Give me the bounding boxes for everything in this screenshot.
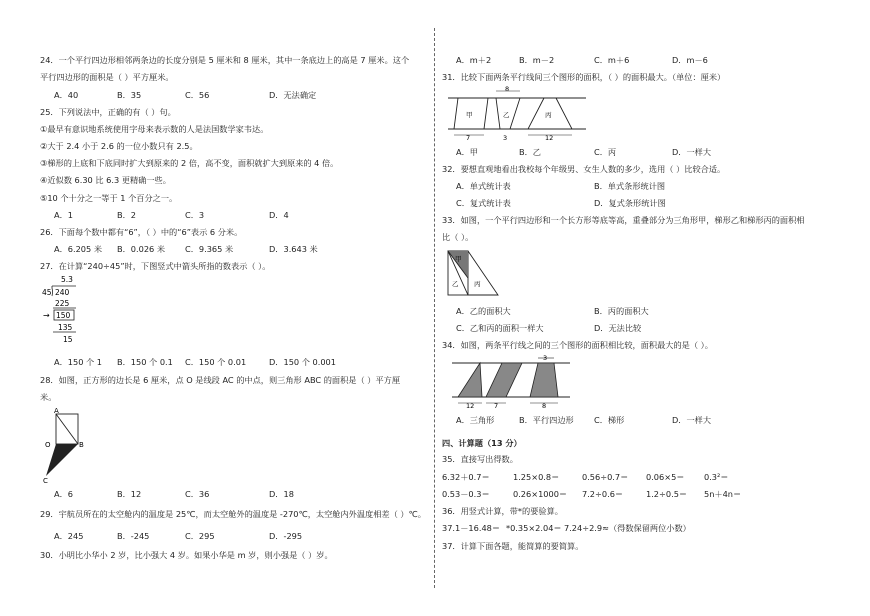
- q30-stem: 30．小明比小华小 2 岁，比小强大 4 岁。如果小华是 m 岁，则小强是（ ）岁。: [40, 550, 333, 560]
- q35-r2-c3: 7.2÷0.6＝: [582, 489, 624, 499]
- q29-option-c[interactable]: C．295: [185, 531, 215, 541]
- q25-item-2: ②大于 2.4 小于 2.6 的一位小数只有 2.5。: [40, 141, 198, 151]
- q27-divisor: 45: [42, 288, 52, 297]
- q29-option-a[interactable]: A．245: [54, 531, 84, 541]
- q25-stem: 25．下列说法中，正确的有（ ）句。: [40, 107, 176, 117]
- q36-item-3: 7.24÷2.9≈（得数保留两位小数）: [564, 523, 691, 533]
- q26-stem: 26．下面每个数中都有“6”，（ ）中的“6”表示 6 分米。: [40, 227, 243, 237]
- q31-stem: 31．比较下面两条平行线间三个图形的面积，（ ）的面积最大。（单位：厘米）: [442, 72, 726, 82]
- q36-stem: 36．用竖式计算，带*的要验算。: [442, 506, 563, 516]
- q31-option-d[interactable]: D．一样大: [672, 147, 712, 157]
- q25-option-c[interactable]: C．3: [185, 210, 205, 220]
- q25-item-3: ③梯形的上底和下底同时扩大到原来的 2 倍，高不变，面积就扩大到原来的 4 倍。: [40, 158, 339, 168]
- q27-arrow-icon: →: [43, 311, 50, 320]
- q34-figure: [452, 353, 572, 409]
- q31-label-3: 3: [503, 134, 508, 142]
- q26-option-c[interactable]: C．9.365 米: [185, 244, 234, 254]
- q34-label-12: 12: [466, 402, 475, 409]
- q26-option-a[interactable]: A．6.205 米: [54, 244, 103, 254]
- q35-r2-c1: 0.53－0.3＝: [442, 489, 490, 499]
- q35-r2-c2: 0.26×1000＝: [513, 489, 568, 499]
- q36-item-2: *0.35×2.04＝: [506, 523, 562, 533]
- q33-option-a[interactable]: A．乙的面积大: [456, 306, 511, 316]
- q34-stem: 34．如图，两条平行线之间的三个图形的面积相比较，面积最大的是（ ）。: [442, 340, 713, 350]
- q37-stem: 37．计算下面各题，能简算的要简算。: [442, 541, 584, 551]
- q31-label-bing: 丙: [545, 111, 552, 119]
- q24-option-b[interactable]: B．35: [117, 90, 142, 100]
- q28-label-o: O: [45, 441, 51, 449]
- q35-r2-c5: 5n＋4n＝: [704, 489, 742, 499]
- q24-option-d[interactable]: D．无法确定: [269, 90, 317, 100]
- q34-option-a[interactable]: A．三角形: [456, 415, 495, 425]
- q25-item-5: ⑤10 个十分之一等于 1 个百分之一。: [40, 193, 178, 203]
- column-divider: [434, 28, 435, 588]
- q24-option-c[interactable]: C．56: [185, 90, 210, 100]
- q35-r2-c4: 1.2÷0.5＝: [646, 489, 688, 499]
- q33-line1: 33．如图，一个平行四边形和一个长方形等底等高，重叠部分为三角形甲，梯形乙和梯形丙的面积相: [442, 215, 805, 225]
- q31-option-b[interactable]: B．乙: [519, 147, 541, 157]
- q31-label-7: 7: [466, 134, 471, 142]
- q27-option-d[interactable]: D．150 个 0.001: [269, 357, 336, 367]
- q33-option-d[interactable]: D．无法比较: [594, 323, 642, 333]
- q28-option-d[interactable]: D．18: [269, 489, 294, 499]
- q31-option-a[interactable]: A．甲: [456, 147, 478, 157]
- q27-row-3: 135: [58, 323, 73, 332]
- q32-option-a[interactable]: A．单式统计表: [456, 181, 511, 191]
- q25-option-a[interactable]: A．1: [54, 210, 73, 220]
- q35-r1-c1: 6.32＋0.7＝: [442, 472, 490, 482]
- q29-option-d[interactable]: D．-295: [269, 531, 303, 541]
- q34-label-7: 7: [494, 402, 499, 409]
- q35-stem: 35．直接写出得数。: [442, 454, 518, 464]
- q24-line1: 24．一个平行四边形相邻两条边的长度分别是 5 厘米和 8 厘米，其中一条底边上的高是 7 厘米。这个: [40, 55, 410, 65]
- q25-option-b[interactable]: B．2: [117, 210, 137, 220]
- q26-option-b[interactable]: B．0.026 米: [117, 244, 166, 254]
- q28-option-a[interactable]: A．6: [54, 489, 73, 499]
- q27-option-b[interactable]: B．150 个 0.1: [117, 357, 173, 367]
- q33-figure: [446, 248, 506, 300]
- q31-figure: [448, 86, 588, 142]
- q28-label-a: A: [54, 407, 59, 415]
- q31-option-c[interactable]: C．丙: [594, 147, 617, 157]
- q31-label-jia: 甲: [466, 111, 473, 119]
- q28-option-b[interactable]: B．12: [117, 489, 142, 499]
- q34-label-8: 8: [542, 402, 547, 409]
- q27-dividend: 240: [55, 288, 70, 297]
- q24-option-a[interactable]: A．40: [54, 90, 79, 100]
- q27-row-4: 15: [63, 335, 73, 344]
- q35-r1-c4: 0.06×5＝: [646, 472, 685, 482]
- q35-r1-c3: 0.56÷0.7＝: [582, 472, 629, 482]
- q26-option-d[interactable]: D．3.643 米: [269, 244, 318, 254]
- q33-line2: 比（ ）。: [442, 232, 474, 242]
- q25-item-4: ④近似数 6.30 比 6.3 更精确一些。: [40, 175, 171, 185]
- q30-option-b[interactable]: B．m－2: [519, 55, 555, 65]
- q28-square-figure: [40, 406, 90, 484]
- q35-r1-c5: 0.3²＝: [704, 472, 729, 482]
- q36-item-1: 37.1－16.48＝: [442, 523, 501, 533]
- q33-option-c[interactable]: C．乙和丙的面积一样大: [456, 323, 544, 333]
- q27-quotient: 5.3: [61, 275, 73, 284]
- q32-option-b[interactable]: B．单式条形统计图: [594, 181, 666, 191]
- q33-label-jia: 甲: [455, 255, 462, 263]
- q32-stem: 32．要想直观地看出我校每个年级男、女生人数的多少，选用（ ）比较合适。: [442, 164, 726, 174]
- q27-row-1: 225: [55, 299, 70, 308]
- q29-stem: 29．宇航员所在的太空舱内的温度是 25℃，而太空舱外的温度是 -270℃，太空舱内外温度相差（ ）℃。: [40, 509, 426, 519]
- q31-label-yi: 乙: [503, 111, 510, 119]
- q34-option-b[interactable]: B．平行四边形: [519, 415, 574, 425]
- q33-label-bing: 丙: [474, 280, 481, 288]
- q31-label-12: 12: [545, 134, 554, 142]
- q32-option-d[interactable]: D．复式条形统计图: [594, 198, 666, 208]
- q28-label-c: C: [43, 477, 48, 484]
- q24-line2: 平行四边形的面积是（ ）平方厘米。: [40, 72, 174, 82]
- q27-option-c[interactable]: C．150 个 0.01: [185, 357, 247, 367]
- q34-option-c[interactable]: C．梯形: [594, 415, 625, 425]
- section-4-title: 四、计算题（13 分）: [442, 438, 522, 448]
- q31-label-8: 8: [505, 86, 510, 93]
- q27-row-2: 150: [56, 311, 71, 320]
- q29-option-b[interactable]: B．-245: [117, 531, 150, 541]
- q28-line1: 28．如图，正方形的边长是 6 厘米，点 O 是线段 AC 的中点，则三角形 ABC 的面积是（ ）平方厘: [40, 375, 401, 385]
- q35-r1-c2: 1.25×0.8＝: [513, 472, 560, 482]
- q30-option-d[interactable]: D．m－6: [672, 55, 708, 65]
- q28-label-b: B: [79, 441, 84, 449]
- q32-option-c[interactable]: C．复式统计表: [456, 198, 511, 208]
- q34-option-d[interactable]: D．一样大: [672, 415, 712, 425]
- q34-label-3: 3: [543, 354, 548, 362]
- q27-division-figure: [40, 272, 100, 350]
- q27-stem: 27．在计算“240÷45”时，下图竖式中箭头所指的数表示（ ）。: [40, 261, 271, 271]
- q30-option-c[interactable]: C．m＋6: [594, 55, 630, 65]
- q28-line2: 米。: [40, 392, 57, 402]
- q33-option-b[interactable]: B．丙的面积大: [594, 306, 649, 316]
- q28-option-c[interactable]: C．36: [185, 489, 210, 499]
- q30-option-a[interactable]: A．m＋2: [456, 55, 492, 65]
- q33-label-yi: 乙: [452, 280, 459, 288]
- q25-option-d[interactable]: D．4: [269, 210, 289, 220]
- q27-option-a[interactable]: A．150 个 1: [54, 357, 103, 367]
- q25-item-1: ①最早有意识地系统使用字母来表示数的人是法国数学家韦达。: [40, 124, 269, 134]
